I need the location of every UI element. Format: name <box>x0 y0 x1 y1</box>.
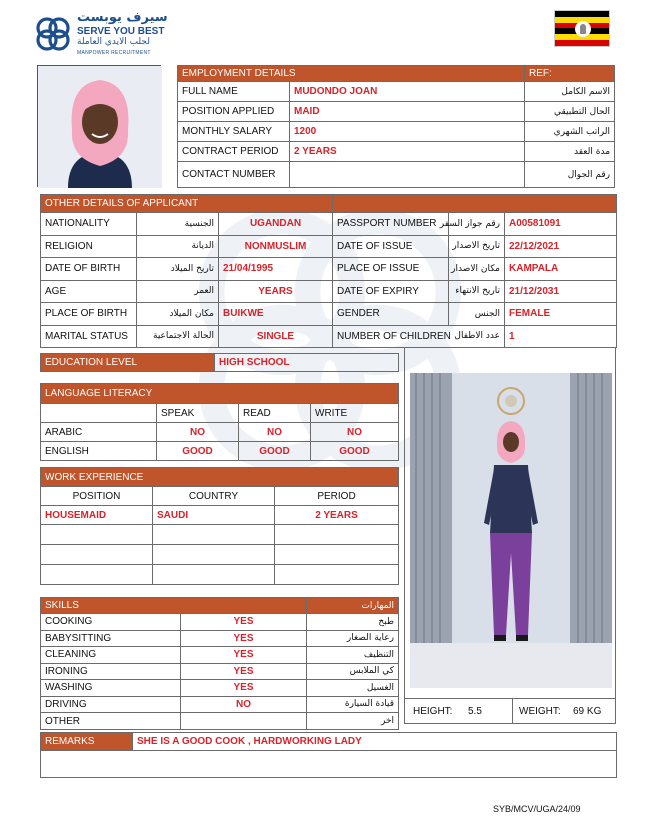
brand-logo <box>33 10 213 58</box>
other-details-header-spacer <box>333 195 617 213</box>
skills-header-arabic: المهارات <box>307 598 399 614</box>
skill-cleaning-arabic: التنظيف <box>307 647 399 664</box>
skill-driving-arabic: قيادة السيارة <box>307 696 399 713</box>
full-name-label: FULL NAME <box>178 82 290 102</box>
english-speak: GOOD <box>157 442 239 461</box>
weight-label: WEIGHT: <box>519 706 561 717</box>
marital-status-arabic: الحالة الاجتماعية <box>137 325 219 348</box>
contact-number-label: CONTACT NUMBER <box>178 162 290 188</box>
contact-number-arabic: رقم الجوال <box>525 162 615 188</box>
contract-period-value: 2 YEARS <box>290 142 525 162</box>
marital-status-label: MARITAL STATUS <box>41 325 137 348</box>
read-column-header: READ <box>239 404 311 423</box>
skill-other-value <box>181 713 307 730</box>
gender-label: GENDER <box>333 303 449 326</box>
date-of-expiry-arabic: تاريخ الانتهاء <box>449 280 505 303</box>
weight-value: 69 KG <box>573 706 602 717</box>
gender-value: FEMALE <box>505 303 617 326</box>
position-applied-label: POSITION APPLIED <box>178 102 290 122</box>
photo-bottom-divider <box>405 698 615 699</box>
height-value: 5.5 <box>468 706 482 717</box>
religion-value: NONMUSLIM <box>219 235 333 258</box>
skill-driving-label: DRIVING <box>41 696 181 713</box>
skill-babysitting-arabic: رعاية الصغار <box>307 630 399 647</box>
passport-number-label: PASSPORT NUMBER <box>333 213 449 236</box>
work-period-value: 2 YEARS <box>275 506 399 525</box>
place-of-issue-label: PLACE OF ISSUE <box>333 258 449 281</box>
skill-other-label: OTHER <box>41 713 181 730</box>
full-name-value: MUDONDO JOAN <box>290 82 525 102</box>
employment-header: EMPLOYMENT DETAILS <box>178 66 525 82</box>
place-of-birth-arabic: مكان الميلاد <box>137 303 219 326</box>
skill-other-arabic: اخر <box>307 713 399 730</box>
height-weight-divider <box>512 698 513 724</box>
english-write: GOOD <box>311 442 399 461</box>
passport-number-arabic: رقم جواز السفر <box>449 213 505 236</box>
contract-period-label: CONTRACT PERIOD <box>178 142 290 162</box>
skill-washing-label: WASHING <box>41 680 181 697</box>
language-header: LANGUAGE LITERACY <box>41 384 399 404</box>
religion-arabic: الديانة <box>137 235 219 258</box>
full-body-photo <box>410 373 612 688</box>
uganda-flag <box>554 10 610 47</box>
full-name-arabic: الاسم الكامل <box>525 82 615 102</box>
skill-ironing-arabic: كي الملابس <box>307 663 399 680</box>
work-experience-header: WORK EXPERIENCE <box>41 468 399 487</box>
logo-icon <box>33 14 73 54</box>
ref-label: REF: <box>525 66 615 82</box>
education-value: HIGH SCHOOL <box>215 354 399 372</box>
place-of-issue-arabic: مكان الاصدار <box>449 258 505 281</box>
skills-table <box>40 597 399 730</box>
skill-babysitting-value: YES <box>181 630 307 647</box>
work-country-value: SAUDI <box>153 506 275 525</box>
brand-english-name: SERVE YOU BEST <box>77 26 165 37</box>
skill-babysitting-label: BABYSITTING <box>41 630 181 647</box>
skill-cooking-arabic: طبخ <box>307 614 399 631</box>
age-arabic: العمر <box>137 280 219 303</box>
skill-cooking-label: COOKING <box>41 614 181 631</box>
date-of-birth-arabic: تاريخ الميلاد <box>137 258 219 281</box>
religion-label: RELIGION <box>41 235 137 258</box>
position-applied-value: MAID <box>290 102 525 122</box>
table-row <box>41 545 399 565</box>
date-of-issue-label: DATE OF ISSUE <box>333 235 449 258</box>
skill-cooking-value: YES <box>181 614 307 631</box>
skill-washing-value: YES <box>181 680 307 697</box>
other-details-header: OTHER DETAILS OF APPLICANT <box>41 195 333 213</box>
place-of-birth-label: PLACE OF BIRTH <box>41 303 137 326</box>
skills-header: SKILLS <box>41 598 307 614</box>
date-of-expiry-value: 21/12/2031 <box>505 280 617 303</box>
monthly-salary-value: 1200 <box>290 122 525 142</box>
age-label: AGE <box>41 280 137 303</box>
education-label: EDUCATION LEVEL <box>41 354 215 372</box>
nationality-arabic: الجنسية <box>137 213 219 236</box>
monthly-salary-arabic: الراتب الشهري <box>525 122 615 142</box>
age-value: YEARS <box>219 280 333 303</box>
date-of-issue-arabic: تاريخ الاصدار <box>449 235 505 258</box>
children-arabic: عدد الاطفال <box>454 330 500 341</box>
height-label: HEIGHT: <box>413 706 453 717</box>
contact-number-value <box>290 162 525 188</box>
brand-subtitle: MANPOWER RECRUITMENT <box>77 50 151 56</box>
contract-period-arabic: مدة العقد <box>525 142 615 162</box>
skill-ironing-value: YES <box>181 663 307 680</box>
country-column-header: COUNTRY <box>153 487 275 506</box>
employment-details-table <box>177 65 615 188</box>
skill-washing-arabic: الغسيل <box>307 680 399 697</box>
language-table <box>40 383 399 461</box>
remarks-table <box>40 732 617 778</box>
place-of-birth-value: BUIKWE <box>219 303 333 326</box>
remarks-blank-row <box>41 751 617 778</box>
place-of-issue-value: KAMPALA <box>505 258 617 281</box>
children-value: 1 <box>505 325 617 348</box>
full-body-photo-frame <box>404 347 616 724</box>
skill-cleaning-value: YES <box>181 647 307 664</box>
skill-driving-value: NO <box>181 696 307 713</box>
remarks-label: REMARKS <box>41 733 133 751</box>
passport-number-value: A00581091 <box>505 213 617 236</box>
nationality-label: NATIONALITY <box>41 213 137 236</box>
date-of-birth-label: DATE OF BIRTH <box>41 258 137 281</box>
other-details-table <box>40 194 617 348</box>
english-read: GOOD <box>239 442 311 461</box>
position-column-header: POSITION <box>41 487 153 506</box>
marital-status-value: SINGLE <box>219 325 333 348</box>
work-position-value: HOUSEMAID <box>41 506 153 525</box>
date-of-expiry-label: DATE OF EXPIRY <box>333 280 449 303</box>
children-label: NUMBER OF CHILDREN <box>337 330 451 342</box>
nationality-value: UGANDAN <box>219 213 333 236</box>
education-table <box>40 353 399 372</box>
table-row <box>41 565 399 585</box>
portrait-photo <box>37 65 161 187</box>
english-language-label: ENGLISH <box>41 442 157 461</box>
arabic-language-label: ARABIC <box>41 423 157 442</box>
remarks-value: SHE IS A GOOD COOK , HARDWORKING LADY <box>133 733 617 751</box>
language-blank-header <box>41 404 157 423</box>
speak-column-header: SPEAK <box>157 404 239 423</box>
arabic-write: NO <box>311 423 399 442</box>
work-experience-table <box>40 467 399 585</box>
date-of-issue-value: 22/12/2021 <box>505 235 617 258</box>
flag-emblem <box>575 21 591 37</box>
children-label-cell <box>333 325 505 348</box>
date-of-birth-value: 21/04/1995 <box>219 258 333 281</box>
monthly-salary-label: MONTHLY SALARY <box>178 122 290 142</box>
position-applied-arabic: الحال التطبيقي <box>525 102 615 122</box>
write-column-header: WRITE <box>311 404 399 423</box>
skill-cleaning-label: CLEANING <box>41 647 181 664</box>
arabic-read: NO <box>239 423 311 442</box>
brand-arabic-tagline: لجلب الايدي العاملة <box>77 37 150 47</box>
table-row <box>41 525 399 545</box>
skill-ironing-label: IRONING <box>41 663 181 680</box>
footer-reference-code: SYB/MCV/UGA/24/09 <box>493 804 581 814</box>
gender-arabic: الجنس <box>449 303 505 326</box>
period-column-header: PERIOD <box>275 487 399 506</box>
brand-arabic-name: سيرف يوبست <box>77 10 168 25</box>
arabic-speak: NO <box>157 423 239 442</box>
